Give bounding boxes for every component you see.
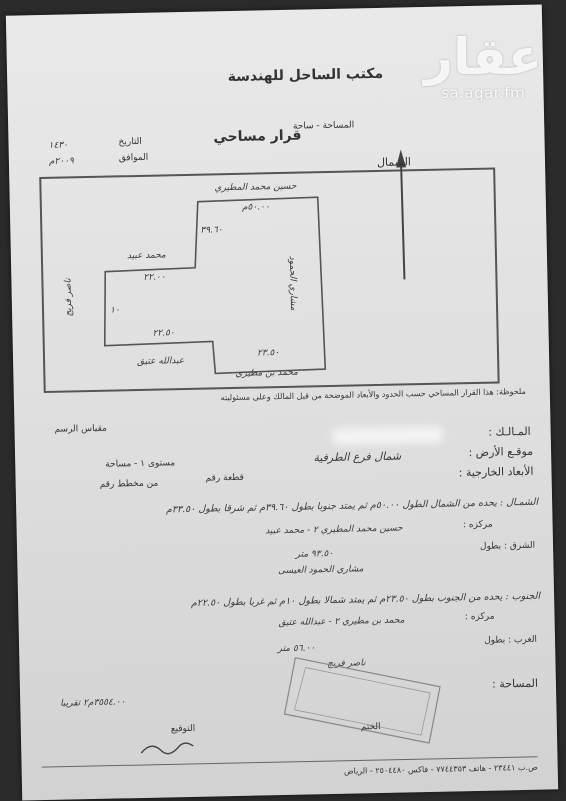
location-value: شمال فرع الطرفية [313,449,402,465]
south-neighbor-1: عبدالله عتيق [137,356,185,368]
plot-label: قطعة رقم [205,472,245,484]
plan-note: ملحوظة: هذا القرار المساحي حسب الحدود والأبعاد الموضحة من قبل المالك وعلى مسئوليته [220,386,526,403]
ref-value: ٢٠٠٩م [48,156,74,167]
footer-contact: ص.ب ٢٣٤٤١ - هاتف ٧٧٤٤٣٥٣ - فاكس ٢٥٠٤٤٨٠ - الرياض [343,762,538,776]
dim-a: ٣٩.٦٠ [200,225,223,236]
signature-label: التوقيع [170,723,196,735]
dim-e: ١٠ [109,305,120,316]
outer-dims-label: الأبعاد الخارجية : [458,464,534,480]
area-value: ٣٥٥٤.٠٠م٢ تقريبا [60,697,126,709]
north-label: الشمال [376,155,412,169]
dim-b: ٢٢.٥٠ [152,328,175,339]
aqar-site: sa.aqar.fm [441,84,526,102]
office-subtitle: المساحة - ساحة [292,120,355,132]
dim-c: ٢٣.٥٠ [256,348,280,359]
north-owner-label: مركزه : [462,519,493,531]
aqar-watermark [424,30,542,102]
south-line: الجنوب : يحده من الجنوب بطول ٢٣.٥٠م ثم يمتد شمالا بطول ١٠م ثم غربا بطول ٢٢.٥٠م [190,590,541,609]
office-name: مكتب الساحل للهندسة [227,65,384,86]
west-owner: ناصر فريج [327,658,366,670]
west-label: الغرب : بطول [484,634,538,646]
location-label: موقـع الأرض : [468,444,534,460]
chart-label: من مخطط رقم [99,478,159,490]
south-owner-value: محمد بن مطيري ٢ - عبدالله عتيق [278,615,405,629]
west-value: ٥٦.٠٠ متر [277,643,316,655]
area-label: المساحة : [491,676,539,691]
inner-neighbor: محمد عبيد [126,250,166,262]
south-owner-label: مركزه : [464,611,495,623]
north-line: الشمـال : يحده من الشمال الطول ٥٠.٠٠م ثم يمتد جنوبا بطول ٣٩.٦٠م ثم شرقا بطول ٣٣.٥٠م [165,496,539,516]
footer-divider [6,4,558,800]
coord-label: مستوى ١ - مساحة [105,458,176,470]
stamp-label: الختم [360,722,381,733]
east-neighbor: مشاري الحمود [286,255,299,311]
north-neighbor: حسين محمد المطيري [214,181,297,194]
document-paper [6,4,558,800]
owner-label: المـالـك : [488,424,531,439]
ref-label: الموافق [118,152,149,164]
north-owner-value: حسين محمد المطيري ٢ - محمد عبيد [265,523,403,537]
date-label: التاريخ [118,136,142,148]
scale-label: مقياس الرسم [54,423,108,435]
east-owner: مشاري الحمود العيسى [277,564,364,577]
date-value: ١٤٣٠ [48,140,69,151]
south-neighbor-2: محمد بن مطيري [235,367,299,379]
dim-d: ٢٢.٠٠ [143,272,166,283]
north-dim: ٥٠.٠٠م [241,202,270,213]
aqar-logo: عقار [424,28,542,86]
east-label: الشرق : بطول [479,540,536,552]
document-title: قرار مساحي [213,127,302,146]
west-neighbor: ناصر فريج [63,278,75,317]
east-value: ٩٣.٥٠ متر [295,548,334,560]
